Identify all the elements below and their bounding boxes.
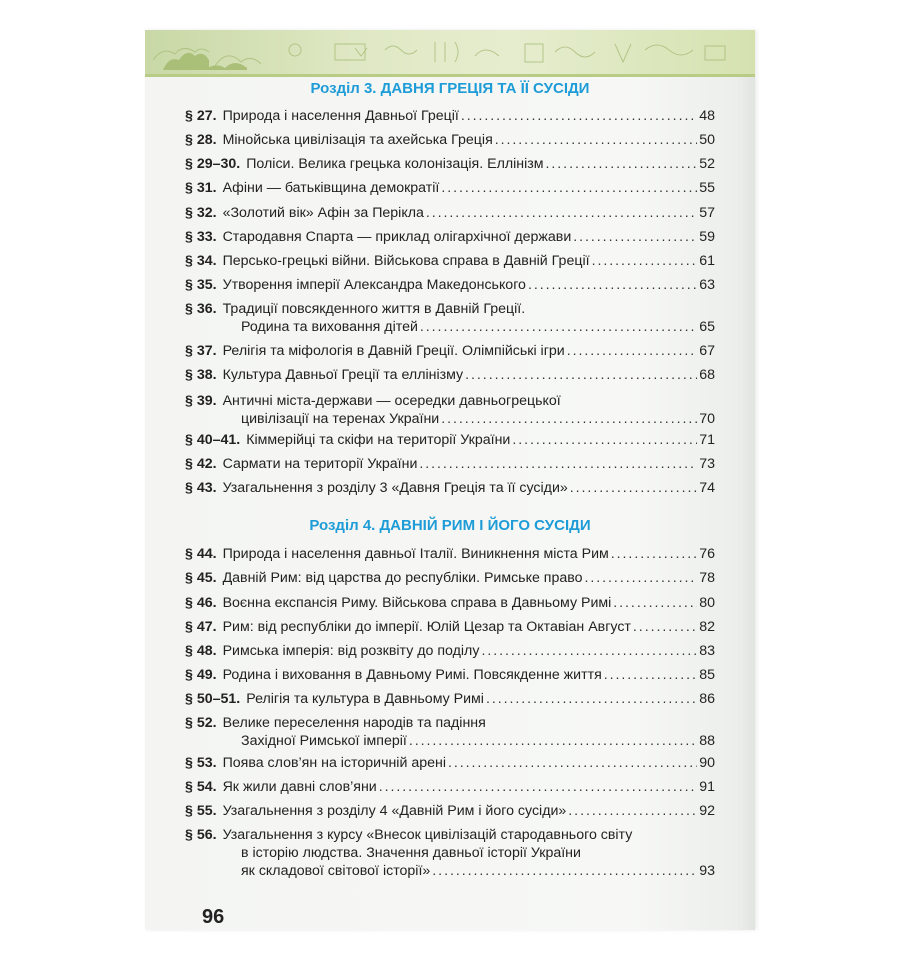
toc-entry-title: Велике переселення народів та падіння [222,715,486,731]
toc-entry-title: Релігія та культура в Давньому Римі [246,691,484,707]
decorative-banner [145,30,755,77]
dot-leader [568,802,697,820]
paragraph-number: § 46. [185,595,217,611]
dot-leader [461,107,697,125]
toc-entry-title: Персько-грецькі війни. Військова справа в Давній Греції [222,253,590,269]
toc-page-number: 63 [699,277,715,293]
toc-entry [185,642,715,660]
dot-leader [420,318,697,336]
toc-entry [185,252,715,270]
paragraph-number: § 40–41. [185,432,241,448]
toc-entry-title: Релігія та міфологія в Давній Греції. Олімпійські ігри [222,343,565,359]
toc-entry [185,690,715,708]
paragraph-number: § 43. [185,480,217,496]
dot-leader [409,732,697,750]
paragraph-number: § 37. [185,343,217,359]
toc-entry [185,300,715,336]
dot-leader [495,131,697,149]
toc-entry-line [185,179,715,197]
toc-entry-title: Римська імперія: від розквіту до поділу [222,643,480,659]
paragraph-number: § 38. [185,367,217,383]
toc-page-number: 88 [699,733,715,749]
dot-leader [432,862,697,880]
toc-page-number: 90 [699,755,715,771]
toc-entry-title: цивілізації на теренах України [241,411,440,427]
toc-entry [185,131,715,149]
toc-entry-title: Узагальнення з розділу 4 «Давній Рим і його сусіди» [222,803,567,819]
toc-page-number: 61 [699,253,715,269]
dot-leader [379,778,698,796]
toc-page-number: 78 [699,570,715,586]
toc-entry-line [185,545,715,563]
toc-entry-title: Західної Римської імперії [241,733,407,749]
paragraph-number: § 44. [185,546,217,562]
toc-entry-line [185,228,715,246]
dot-leader [585,569,698,587]
toc-entry-line [185,778,715,796]
toc-page-number: 92 [699,803,715,819]
dot-leader [613,594,697,612]
toc-entry [185,342,715,360]
toc-entry [185,107,715,125]
toc-page-number: 67 [699,343,715,359]
toc-entry-title: Природа і населення Давньої Греції [222,108,459,124]
toc-entry-line [185,479,715,497]
toc-entry [185,826,715,880]
paragraph-number: § 55. [185,803,217,819]
toc-entry [185,778,715,796]
paragraph-number: § 34. [185,253,217,269]
toc-entry-title: в історію людства. Значення давньої історії України [241,845,581,861]
toc-entry-line [185,455,715,473]
toc-page-number: 82 [699,619,715,635]
toc-entry [185,594,715,612]
paragraph-number: § 45. [185,570,217,586]
toc-page-number: 68 [699,367,715,383]
toc-entry [185,431,715,449]
toc-entry-title: «Золотий вік» Афін за Перікла [222,205,424,221]
toc-entry-title: Узагальнення з курсу «Внесок цивілізацій стародавнього світу [222,827,633,843]
toc-page-number: 65 [699,319,715,335]
dot-leader [528,276,697,294]
toc-entry-line [185,276,715,294]
toc-page-number: 52 [699,156,715,172]
toc-page-number: 50 [699,132,715,148]
toc-entry-title: Як жили давні слов’яни [222,779,377,795]
dot-leader [592,252,698,270]
paragraph-number: § 28. [185,132,217,148]
toc-entry-line [185,366,715,384]
toc-page-number: 55 [699,180,715,196]
toc-entry-line [185,732,715,750]
section-3-title: Розділ 3. ДАВНЯ ГРЕЦІЯ ТА ЇЇ СУСІДИ [310,80,590,97]
paragraph-number: § 50–51. [185,691,241,707]
paragraph-number: § 35. [185,277,217,293]
toc-entry [185,754,715,772]
page-number: 96 [202,906,225,928]
toc-entry-line [185,862,715,880]
toc-entry [185,455,715,473]
toc-page-number: 91 [699,779,715,795]
dot-leader [419,455,697,473]
toc-entry-title: Стародавня Спарта — приклад олігархічної держави [222,229,572,245]
paragraph-number: § 33. [185,229,217,245]
toc-entry-line [185,618,715,636]
toc-entry-line [185,594,715,612]
book-page [145,30,755,930]
toc-entry [185,618,715,636]
toc-page-number: 85 [699,667,715,683]
toc-page-number: 93 [699,863,715,879]
toc-entry [185,155,715,173]
toc-entry [185,479,715,497]
paragraph-number: § 53. [185,755,217,771]
toc-page-number: 59 [699,229,715,245]
toc-entry [185,392,715,428]
toc-page-number: 74 [699,480,715,496]
ornament-icon [145,30,755,74]
dot-leader [441,410,697,428]
toc-entry-title: Традиції повсякденного життя в Давній Греції. [222,301,526,317]
toc-entry-line [185,342,715,360]
toc-entry-line [185,392,715,410]
toc-entry-title: Культура Давньої Греції та еллінізму [222,367,464,383]
paragraph-number: § 54. [185,779,217,795]
paragraph-number: § 27. [185,108,217,124]
toc-entry [185,228,715,246]
toc-entry [185,545,715,563]
toc-entry [185,179,715,197]
toc-entry-line [185,107,715,125]
dot-leader [481,642,697,660]
toc-entry-title: Античні міста-держави — осередки давньогрецької [222,393,561,409]
dot-leader [512,431,697,449]
dot-leader [604,666,697,684]
toc-entry [185,714,715,750]
toc-entry-title: Утворення імперії Александра Македонського [222,277,526,293]
toc-page-number: 48 [699,108,715,124]
toc-entry-line [185,690,715,708]
toc-page-number: 83 [699,643,715,659]
paragraph-number: § 32. [185,205,217,221]
paragraph-number: § 47. [185,619,217,635]
toc-entry-title: Давній Рим: від царства до республіки. Римське право [222,570,583,586]
dot-leader [441,179,697,197]
toc-entry [185,276,715,294]
dot-leader [570,479,697,497]
toc-entry-line [185,642,715,660]
dot-leader [567,342,698,360]
paragraph-number: § 48. [185,643,217,659]
toc-page-number: 57 [699,205,715,221]
toc-page-number: 70 [699,411,715,427]
toc-entry-title: Сармати на території України [222,456,418,472]
toc-entry-line [185,155,715,173]
toc-entry-title: Поява слов’ян на історичній арені [222,755,446,771]
toc-entry-line [185,318,715,336]
toc-page-number: 86 [699,691,715,707]
toc-entry-title: Родина та виховання дітей [241,319,418,335]
paragraph-number: § 36. [185,301,217,317]
toc-entry-line [185,666,715,684]
toc-entry-title: Мінойська цивілізація та ахейська Греція [222,132,493,148]
toc-page-number: 76 [699,546,715,562]
toc-entry-line [185,754,715,772]
section-4-title: Розділ 4. ДАВНІЙ РИМ І ЙОГО СУСІДИ [309,517,591,534]
toc-entry-line [185,431,715,449]
toc-entry-title: Кіммерійці та скіфи на території України [246,432,511,448]
paragraph-number: § 39. [185,393,217,409]
paragraph-number: § 31. [185,180,217,196]
toc-entry-line [185,131,715,149]
dot-leader [426,204,697,222]
toc-entry-title: Афіни — батьківщина демократії [222,180,440,196]
toc-entry-title: Узагальнення з розділу 3 «Давня Греція та її сусіди» [222,480,568,496]
dot-leader [486,690,697,708]
toc-entry-title: Родина і виховання в Давньому Римі. Повсякденне життя [222,667,602,683]
toc-entry-title: як складової світової історії» [241,863,431,879]
toc-entry-line [185,844,715,862]
toc-page-number: 80 [699,595,715,611]
toc-entry [185,666,715,684]
toc-entry-line [185,826,715,844]
toc-entry-line [185,802,715,820]
toc-entry-line [185,204,715,222]
toc-entry-title: Природа і населення давньої Італії. Виникнення міста Рим [222,546,609,562]
toc-entry [185,204,715,222]
toc-entry [185,366,715,384]
dot-leader [611,545,697,563]
paragraph-number: § 52. [185,715,217,731]
dot-leader [573,228,697,246]
paragraph-number: § 42. [185,456,217,472]
dot-leader [448,754,697,772]
paragraph-number: § 29–30. [185,156,241,172]
toc-entry [185,569,715,587]
toc-entry-line [185,252,715,270]
dot-leader [633,618,697,636]
toc-entry-line [185,410,715,428]
toc-entry [185,802,715,820]
toc-entry-title: Воєнна експансія Риму. Військова справа в Давньому Римі [222,595,612,611]
toc-entry-line [185,714,715,732]
dot-leader [546,155,698,173]
toc-entry-line [185,569,715,587]
paragraph-number: § 56. [185,827,217,843]
toc-entry-title: Рим: від республіки до імперії. Юлій Цезар та Октавіан Август [222,619,631,635]
toc-entry-title: Поліси. Велика грецька колонізація. Еллінізм [246,156,544,172]
dot-leader [465,366,697,384]
toc-page-number: 73 [699,456,715,472]
toc-entry-line [185,300,715,318]
toc-page-number: 71 [699,432,715,448]
paragraph-number: § 49. [185,667,217,683]
